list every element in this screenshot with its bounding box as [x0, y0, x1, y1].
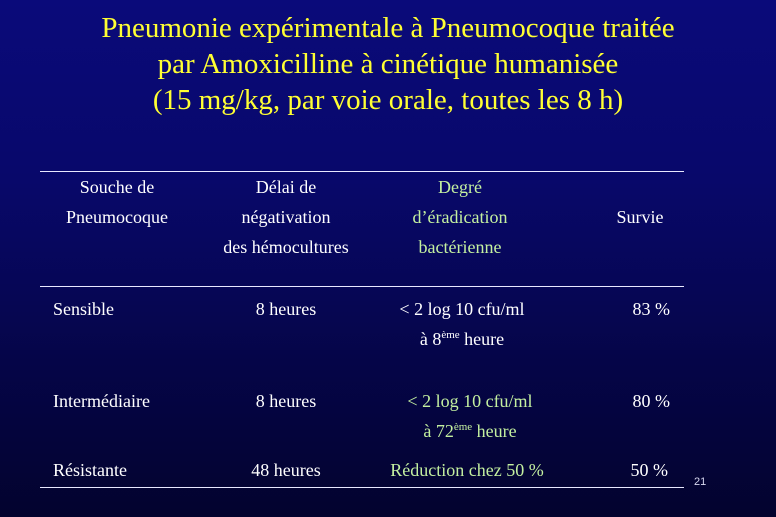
header-delai-line-3: des hémocultures — [223, 237, 349, 257]
header-bottom-rule — [40, 286, 684, 287]
title-line-2: par Amoxicilline à cinétique humanisée — [157, 48, 619, 80]
page-number: 21 — [694, 476, 707, 488]
header-souche-line-1: Souche de — [79, 177, 155, 197]
header-delai-line-2: négativation — [241, 207, 331, 227]
table-top-rule — [40, 171, 684, 172]
table-bottom-rule — [40, 487, 684, 488]
row-souche: Sensible — [53, 299, 114, 319]
row-delai: 8 heures — [255, 391, 317, 411]
row-degre-line-1: < 2 log 10 cfu/ml — [399, 299, 525, 319]
header-degre-line-3: bactérienne — [418, 237, 502, 257]
row-delai: 48 heures — [251, 460, 321, 480]
row-survie: 80 % — [632, 391, 670, 411]
slide-title — [0, 10, 776, 118]
title-line-1: Pneumonie expérimentale à Pneumocoque traitée — [101, 12, 675, 44]
row-survie: 83 % — [632, 299, 670, 319]
row-souche: Intermédiaire — [53, 391, 150, 411]
header-delai-line-1: Délai de — [255, 177, 317, 197]
row-degre-line-2: à 8ème heure — [419, 329, 505, 349]
row-souche: Résistante — [53, 460, 127, 480]
header-degre-line-2: d’éradication — [412, 207, 508, 227]
header-souche-line-2: Pneumocoque — [66, 207, 168, 227]
header-degre-line-1: Degré — [438, 177, 482, 197]
header-survie: Survie — [616, 207, 664, 227]
title-line-3: (15 mg/kg, par voie orale, toutes les 8 h) — [152, 84, 624, 116]
row-survie: 50 % — [630, 460, 668, 480]
row-degre-line-1: Réduction chez 50 % — [390, 460, 544, 480]
row-delai: 8 heures — [255, 299, 317, 319]
row-degre-line-1: < 2 log 10 cfu/ml — [407, 391, 533, 411]
row-degre-line-2: à 72ème heure — [423, 421, 517, 441]
